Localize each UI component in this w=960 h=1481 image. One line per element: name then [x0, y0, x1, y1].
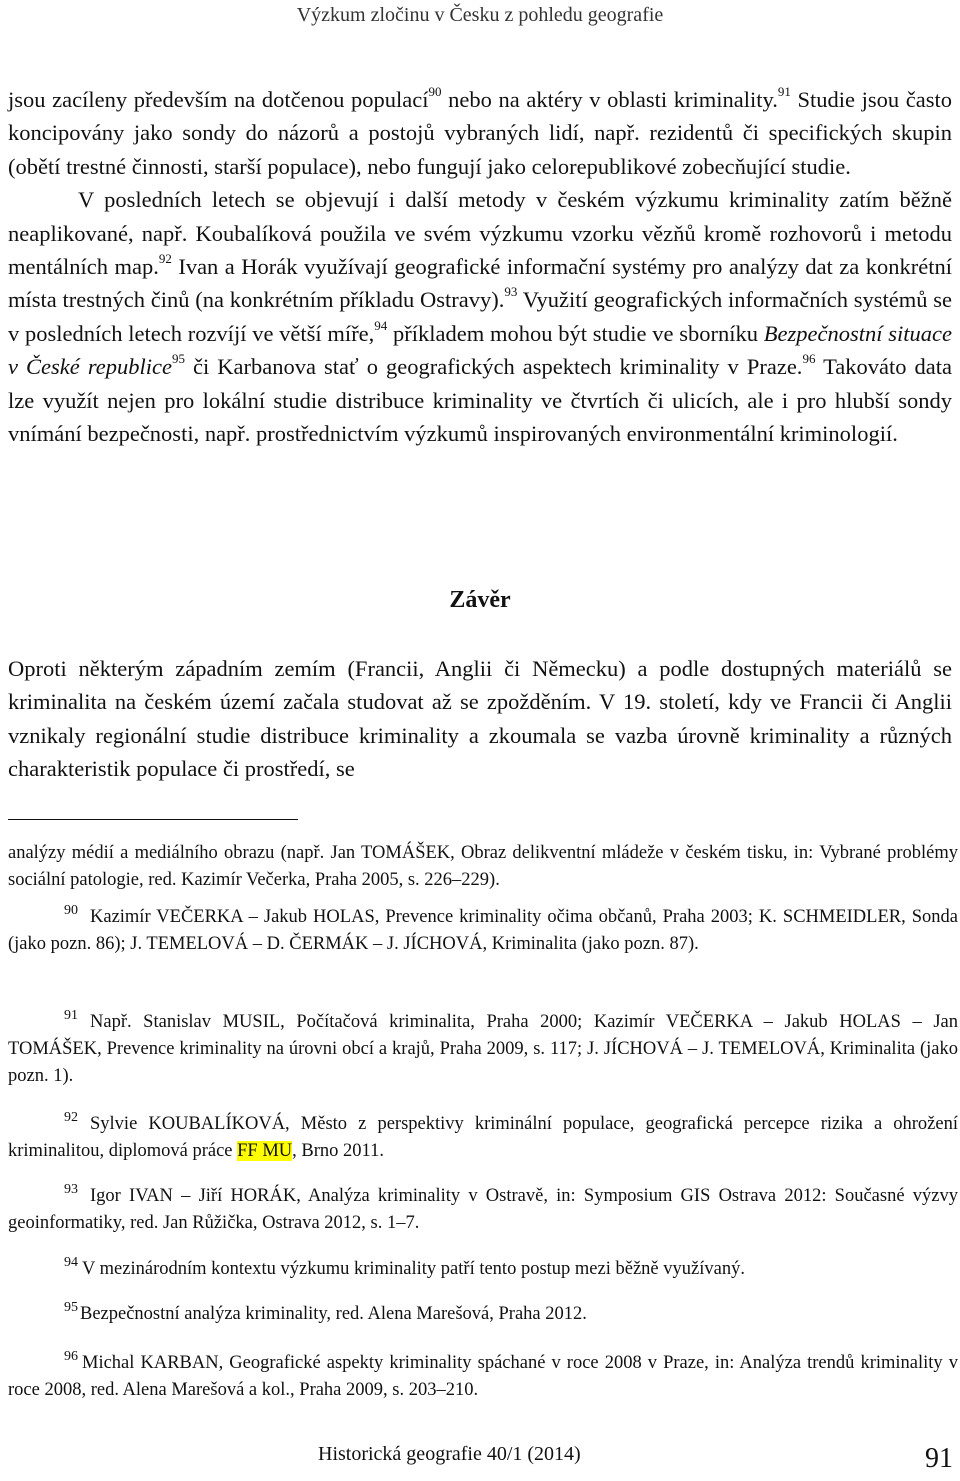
- body-text: [8, 83, 952, 450]
- footnote-text: Bezpečnostní analýza kriminality, red. Alena Marešová, Praha 2012.: [80, 1304, 587, 1324]
- paragraph: Oproti některým západním zemím (Francii, Anglii či Německu) a podle dostupných materiálů se kriminalita na českém území začala studovat až se zpožděním. V 19. století, kdy ve Francii či Anglii vznikaly regionální studie distribuce kriminality a zkoumala se vazba úrovně kriminality a různých charakteristik populace či prostředí, se: [8, 656, 952, 782]
- footnote-94: [8, 1256, 958, 1283]
- footnote-text: Michal KARBAN, Geografické aspekty kriminality spáchané v roce 2008 v Praze, in: Analýza trendů kriminality v roce 2008, red. Alena Marešová a kol., Praha 2009, s. 203–210.: [8, 1353, 958, 1400]
- footnote-ref[interactable]: 90: [428, 84, 442, 99]
- footnote-text: Např. Stanislav MUSIL, Počítačová kriminalita, Praha 2000; Kazimír VEČERKA – Jakub HOLAS – Jan TOMÁŠEK, Prevence kriminality na úrovni obcí a krajů, Praha 2009, s. 117; J. JÍCHOVÁ – J. TEMELOVÁ, Kriminalita (jako pozn. 1).: [8, 1012, 958, 1086]
- text-run: příkladem mohou být studie ve sborníku: [387, 320, 764, 346]
- running-header: Výzkum zločinu v Česku z pohledu geografie: [296, 4, 664, 26]
- text-run: Využití geografických informačních systémů se v posledních letech rozvíjí ve větší míře,: [8, 287, 952, 346]
- footnote-text: V mezinárodním kontextu výzkumu kriminality patří tento postup mezi běžně využívaný.: [82, 1259, 745, 1279]
- footnote-ref[interactable]: 92: [158, 251, 172, 267]
- footnote-number: 93: [64, 1182, 78, 1197]
- footnote-ref[interactable]: 96: [802, 351, 816, 367]
- section-text: [8, 652, 952, 786]
- footnote-continuation: analýzy médií a mediálního obrazu (např. Jan TOMÁŠEK, Obraz delikventní mládeže v českém tisku, in: Vybrané problémy sociální patologie, red. Kazimír Večerka, Praha 2005, s. 226–229).: [8, 843, 958, 890]
- footnote-90: [8, 904, 958, 958]
- text-run: Takováto data lze využít nejen pro lokální studie distribuce kriminality ve čtvrtích či ulicích, ale i pro hlubší sondy vnímání bezpečnosti, např. prostřednictvím výzkumů inspirovaných environmentální kriminologií.: [8, 354, 953, 447]
- footnote-92: [8, 1111, 958, 1165]
- footnote-number: 96: [64, 1349, 78, 1364]
- text-run: Studie jsou často koncipovány jako sondy do názorů a postojů vybraných lidí, např. rezidentů či specifických skupin (obětí trestné činnosti, starší populace), nebo fungují jako celorepublikové zobecňující studie.: [8, 87, 952, 179]
- footnote-ref[interactable]: 94: [374, 317, 388, 333]
- footnote-number: 90: [64, 903, 78, 918]
- text-run: jsou zacíleny především na dotčenou populací: [8, 87, 429, 112]
- footnote-93: [8, 1183, 958, 1237]
- page-number: 91: [925, 1443, 953, 1474]
- footnote-ref[interactable]: 95: [171, 351, 185, 367]
- paragraph: [8, 183, 952, 450]
- section-heading: Závěr: [449, 587, 511, 613]
- footnote-text: Sylvie KOUBALÍKOVÁ, Město z perspektivy kriminální populace, geografická percepce rizika a ohrožení kriminalitou, diplomová práce: [8, 1114, 958, 1161]
- footnote-ref[interactable]: 93: [504, 284, 518, 300]
- text-run: či Karbanova stať o geografických aspektech kriminality v Praze.: [184, 354, 803, 380]
- footnote-separator: [8, 819, 298, 820]
- footnote-95: [8, 1301, 958, 1328]
- footnote-number: 91: [64, 1008, 78, 1023]
- footnote-ref[interactable]: 91: [777, 84, 791, 99]
- footnote-number: 92: [64, 1110, 78, 1125]
- footnote-text: Kazimír VEČERKA – Jakub HOLAS, Prevence kriminality očima občanů, Praha 2003; K. SCHMEIDLER, Sonda (jako pozn. 86); J. TEMELOVÁ – D. ČERMÁK – J. JÍCHOVÁ, Kriminalita (jako pozn. 87).: [8, 907, 958, 954]
- journal-footer: Historická geografie 40/1 (2014): [318, 1443, 581, 1465]
- paragraph: [8, 83, 952, 183]
- footnote-91: [8, 1009, 958, 1090]
- footnote-96: [8, 1350, 958, 1404]
- footnote-text-end: , Brno 2011.: [292, 1141, 384, 1161]
- highlighted-text: FF MU: [237, 1141, 293, 1161]
- footnote-text: Igor IVAN – Jiří HORÁK, Analýza kriminality v Ostravě, in: Symposium GIS Ostrava 2012: Současné výzvy geoinformatiky, red. Jan Růžička, Ostrava 2012, s. 1–7.: [8, 1186, 958, 1233]
- footnote-number: 95: [64, 1300, 78, 1315]
- footnote-number: 94: [64, 1255, 78, 1270]
- text-run: Ivan a Horák využívají geografické informační systémy pro analýzy dat za konkrétní místa trestných činů (na konkrétním příkladu Ostravy).: [8, 254, 952, 313]
- text-run: nebo na aktéry v oblasti kriminality.: [441, 87, 778, 112]
- text-run: V posledních letech se objevují i další metody v českém výzkumu kriminality zatím běžně neaplikované, např. Koubalíková použila ve svém výzkumu vzorku vězňů kromě rozhovorů i metodu mentálních map.: [8, 187, 952, 280]
- italic-title: Bezpečnostní situace v České republice: [8, 320, 953, 380]
